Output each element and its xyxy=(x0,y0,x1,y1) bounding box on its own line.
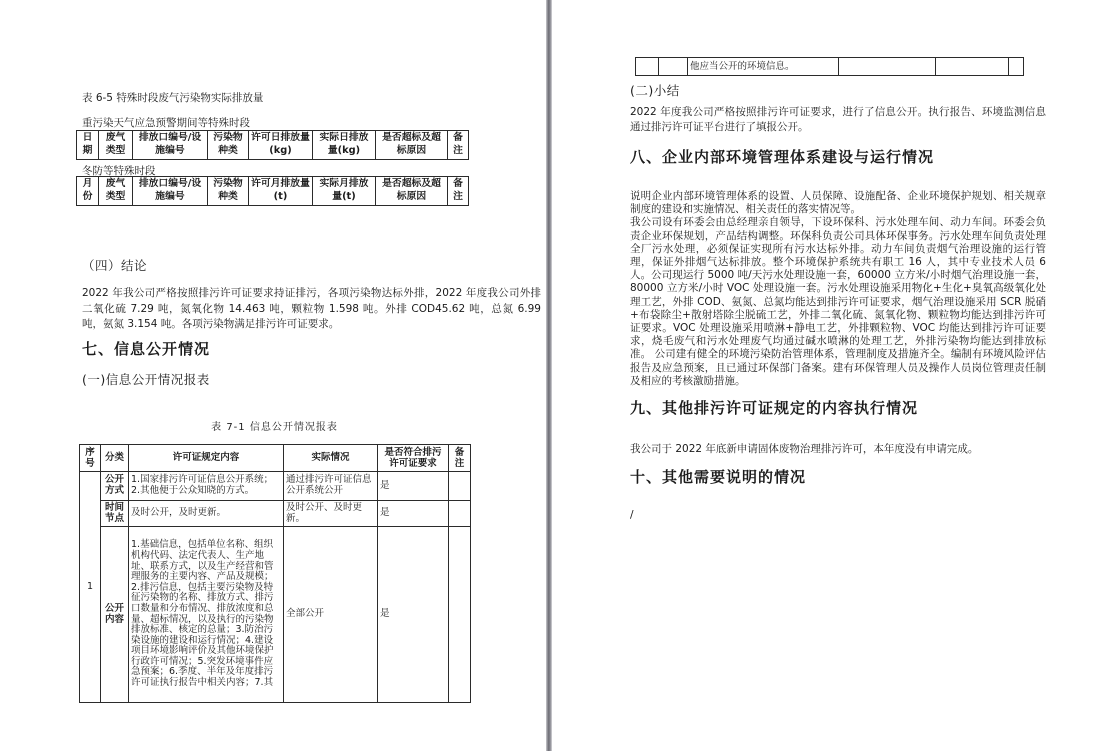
table-row xyxy=(80,527,471,703)
actual-cell: 全部公开 xyxy=(284,527,378,703)
section-8-paragraph-2: 我公司设有环委会由总经理亲自领导，下设环保科、污水处理车间、动力车间。环委会负责企业环保规划，产品结构调整。环保科负责公司具体环保事务。污水处理车间负责处理全厂污水处理，必须保证实现所有污水达标外排。动力车间负责烟气治理设施的运行管理，保证外排烟气达标排放。整个环境保护系统共有职工 16 人，其中专业技术人员 6 人。公司现运行 5000 吨/天污水处理设施一套，60000 立方米/小时烟气治理设施一套，80000 立方米/小时 VOC 处理设施一套。污水处理设施采用物化+生化+臭氧高级氧化处理工艺，外排 COD、氨氮、总氮均能达到排污许可证要求，烟气治理设施采用 SCR 脱硝+布袋除尘+散射塔除尘脱硫工艺，外排二氧化硫、氮氧化物、颗粒物均能达到排污许可证要求。VOC 处理设施采用喷淋+静电工艺，外排颗粒物、VOC 均能达到排污许可证要求，烧毛废气和污水处理废气均通过碱水喷淋的处理工艺，外排污染物均能达到排放标准。 公司建有健全的环境污染防治管理体系，管理制度及措施齐全。编制有环境风险评估报告及应急预案，且已通过环保部门备案。建有环保管理人员及操作人员岗位管理责任制及相应的考核激励措施。 xyxy=(630,216,1046,387)
table-7-1 xyxy=(79,444,471,703)
section-10-paragraph: / xyxy=(630,509,634,521)
table-6-5-monthly xyxy=(76,176,469,206)
section-9-paragraph: 我公司于 2022 年底新申请固体废物治理排污许可，本年度没有申请完成。 xyxy=(630,443,979,455)
required-cell: 他应当公开的环境信息。 xyxy=(688,58,839,76)
table-6-5-daily xyxy=(76,130,469,160)
note-cell xyxy=(449,501,471,527)
col-header: 备注 xyxy=(448,177,469,206)
category-cell: 公开方式 xyxy=(101,472,129,501)
col-header: 备注 xyxy=(449,445,471,472)
col-header: 是否超标及超标原因 xyxy=(376,177,448,206)
col-header: 日期 xyxy=(77,131,99,160)
col-header: 实际月排放量(t) xyxy=(313,177,376,206)
col-header: 许可月排放量(t) xyxy=(249,177,313,206)
col-header: 排放口编号/设施编号 xyxy=(133,177,208,206)
table-row xyxy=(80,501,471,527)
col-header: 实际情况 xyxy=(284,445,378,472)
col-header: 备注 xyxy=(448,131,469,160)
category-cell: 公开内容 xyxy=(101,527,129,703)
col-header: 排放口编号/设施编号 xyxy=(133,131,208,160)
summary-heading: (二)小结 xyxy=(630,83,680,98)
required-cell: 及时公开，及时更新。 xyxy=(129,501,284,527)
seq-cell xyxy=(636,58,659,76)
comply-cell: 是 xyxy=(378,472,449,501)
table-row xyxy=(80,472,471,501)
category-cell: 时间节点 xyxy=(101,501,129,527)
category-cell xyxy=(659,58,688,76)
table-7-1-continuation xyxy=(635,57,1024,76)
winter-period-label: 冬防等特殊时段 xyxy=(82,165,156,177)
section-8-body xyxy=(630,190,1046,388)
section-10-heading: 十、其他需要说明的情况 xyxy=(630,468,807,486)
comply-cell xyxy=(936,58,1009,76)
comply-cell: 是 xyxy=(378,527,449,703)
section-7-subheading: (一)信息公开情况报表 xyxy=(82,372,210,387)
col-header: 许可日排放量(kg) xyxy=(249,131,313,160)
summary-paragraph: 2022 年度我公司严格按照排污许可证要求，进行了信息公开。执行报告、环境监测信息通过排污许可证平台进行了填报公开。 xyxy=(630,106,1046,133)
section-8-heading: 八、企业内部环境管理体系建设与运行情况 xyxy=(630,148,935,166)
actual-cell: 通过排污许可证信息公开系统公开 xyxy=(284,472,378,501)
note-cell xyxy=(449,527,471,703)
col-header: 是否超标及超标原因 xyxy=(376,131,448,160)
note-cell xyxy=(449,472,471,501)
actual-cell: 及时公开、及时更新。 xyxy=(284,501,378,527)
page-divider xyxy=(546,0,552,751)
col-header: 分类 xyxy=(101,445,129,472)
section-8-paragraph-1: 说明企业内部环境管理体系的设置、人员保障、设施配备、企业环境保护规划、相关规章制度的建设和实施情况、相关责任的落实情况等。 xyxy=(630,190,1046,216)
conclusion-heading: （四）结论 xyxy=(82,258,148,273)
table-row xyxy=(636,58,1024,76)
col-header: 废气类型 xyxy=(99,131,133,160)
conclusion-paragraph: 2022 年我公司严格按照排污许可证要求持证排污，各项污染物达标外排，2022 年度我公司外排二氧化硫 7.29 吨，氮氧化物 14.463 吨，颗粒物 1.598 吨。外排 COD45.62 吨，总氮 6.99 吨，氨氮 3.154 吨。各项污染物满足排污许可证要求。 xyxy=(82,287,541,331)
seq-cell: 1 xyxy=(80,472,101,703)
col-header: 污染物种类 xyxy=(208,131,249,160)
section-9-heading: 九、其他排污许可证规定的内容执行情况 xyxy=(630,399,919,417)
col-header: 许可证规定内容 xyxy=(129,445,284,472)
col-header: 实际日排放量(kg) xyxy=(313,131,376,160)
col-header: 序号 xyxy=(80,445,101,472)
required-cell: 1.基础信息，包括单位名称、组织机构代码、法定代表人、生产地址、联系方式，以及生产经营和管理服务的主要内容、产品及规模；2.排污信息，包括主要污染物及特征污染物的名称、排放方式、排污口数量和分布情况、排放浓度和总量、超标情况，以及执行的污染物排放标准、核定的总量；3.防治污染设施的建设和运行情况；4.建设项目环境影响评价及其他环境保护行政许可情况；5.突发环境事件应急预案；6.季度、半年及年度排污许可证执行报告中相关内容；7.其 xyxy=(129,527,284,703)
col-header: 废气类型 xyxy=(99,177,133,206)
comply-cell: 是 xyxy=(378,501,449,527)
table-7-1-caption: 表 7-1 信息公开情况报表 xyxy=(211,422,338,433)
actual-cell xyxy=(839,58,936,76)
col-header: 污染物种类 xyxy=(208,177,249,206)
table-6-5-title: 表 6-5 特殊时段废气污染物实际排放量 xyxy=(82,92,264,104)
required-cell: 1.国家排污许可证信息公开系统；2.其他便于公众知晓的方式。 xyxy=(129,472,284,501)
heavy-pollution-period-label: 重污染天气应急预警期间等特殊时段 xyxy=(82,117,250,129)
note-cell xyxy=(1009,58,1024,76)
col-header: 月份 xyxy=(77,177,99,206)
section-7-heading: 七、信息公开情况 xyxy=(82,340,211,358)
col-header: 是否符合排污许可证要求 xyxy=(378,445,449,472)
